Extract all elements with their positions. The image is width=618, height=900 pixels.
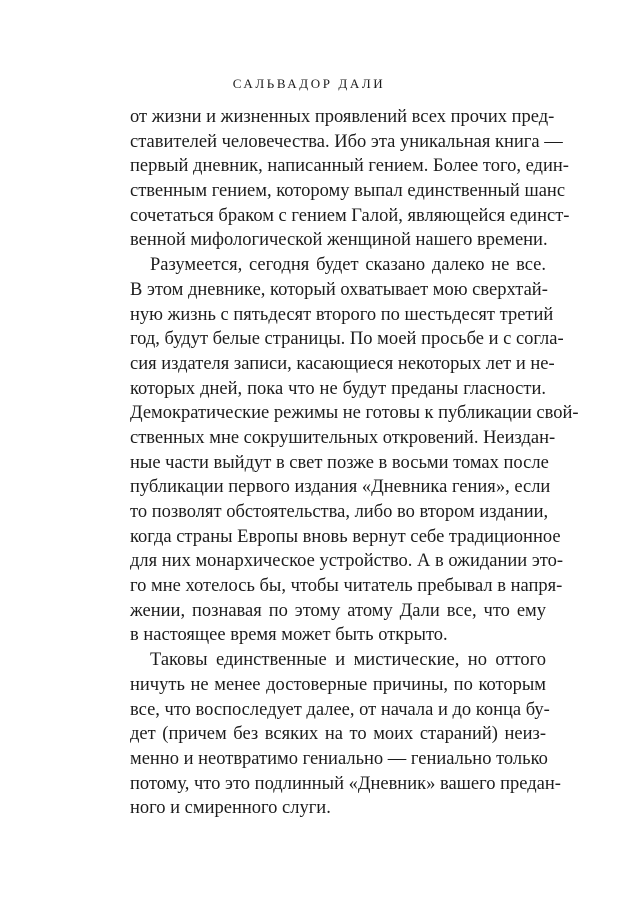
text-line: сочетаться браком с гением Галой, являющейся единст- [130, 205, 570, 226]
text-line: жении, познавая по этому атому Дали все, что ему [130, 600, 546, 621]
text-line: для них монархическое устройство. А в ожидании это- [130, 551, 564, 572]
text-line: ную жизнь с пятьдесят второго по шестьдесят третий [130, 304, 554, 325]
text-line: то позволят обстоятельства, либо во втором издании, [130, 502, 549, 522]
text-line: ственных мне сокрушительных откровений. Неиздан- [130, 427, 556, 448]
text-line: которых дней, пока что не будут преданы гласности. [130, 378, 546, 399]
text-line: ного и смиренного слуги. [130, 798, 331, 819]
text-line: Таковы единственные и мистические, но оттого [150, 650, 546, 671]
text-line: менно и неотвратимо гениально — гениально только [130, 748, 548, 769]
text-line: дет (причем без всяких на то моих стараний) неиз- [130, 724, 546, 745]
text-line: ные части выйдут в свет позже в восьми томах после [130, 452, 549, 473]
text-line: все, что воспоследует далее, от начала и до конца бу- [130, 699, 550, 720]
text-line: год, будут белые страницы. По моей просьбе и с согла- [130, 329, 564, 350]
text-line: ственным гением, которому выпал единственный шанс [130, 181, 566, 202]
text-line: го мне хотелось бы, чтобы читатель пребывал в напря- [130, 576, 563, 597]
text-line: когда страны Европы вновь вернут себе традиционное [130, 526, 561, 547]
text-line: потому, что это подлинный «Дневник» вашего предан- [130, 773, 561, 794]
text-line: ничуть не менее достоверные причины, по которым [130, 674, 546, 695]
text-line: публикации первого издания «Дневника гения», если [130, 477, 551, 498]
text-line: Демократические режимы не готовы к публикации свой- [130, 403, 579, 424]
text-line: ставителей человечества. Ибо эта уникальная книга — [130, 131, 563, 152]
body-text [130, 105, 579, 821]
text-line: от жизни и жизненных проявлений всех прочих пред- [130, 107, 555, 127]
text-line: первый дневник, написанный гением. Более того, един- [130, 156, 569, 177]
text-line: В этом дневнике, который охватывает мою сверхтай- [130, 279, 548, 300]
text-line: сия издателя записи, касающиеся некоторых лет и не- [130, 353, 555, 374]
text-line: Разумеется, сегодня будет сказано далеко не все. [150, 255, 546, 276]
text-line: венной мифологической женщиной нашего времени. [130, 230, 548, 251]
running-head: САЛЬВАДОР ДАЛИ [232, 76, 386, 91]
text-line: в настоящее время может быть открыто. [130, 625, 448, 646]
